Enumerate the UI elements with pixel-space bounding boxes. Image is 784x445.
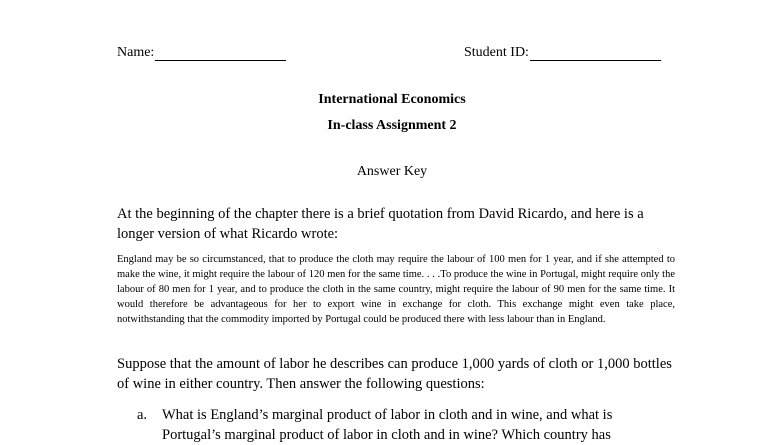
question-a (137, 405, 647, 445)
document-subtitle: In-class Assignment 2 (327, 118, 457, 133)
intro-paragraph: At the beginning of the chapter there is a brief quotation from David Ricardo, and here is a longer version of what Ricardo wrote: (117, 206, 644, 242)
student-id-label: Student ID: (464, 45, 529, 60)
student-id-blank-line (530, 47, 661, 61)
document-title: International Economics (318, 92, 466, 107)
student-id-field (464, 45, 661, 61)
question-setup-paragraph: Suppose that the amount of labor he describes can produce 1,000 yards of cloth or 1,000 bottles of wine in either country. Then answer the following questions: (117, 356, 672, 392)
answer-key-heading: Answer Key (356, 164, 428, 179)
name-blank-line (155, 47, 286, 61)
name-field (117, 45, 286, 61)
ricardo-quote: England may be so circumstanced, that to produce the cloth may require the labour of 100 men for 1 year, and if she attempted to make the wine, it might require the labour of 120 men for the same time. . . .To produce the wine in Portugal, might require only the labour of 80 men for 1 year, and to produce the cloth in the same country, might require the labour of 90 men for the same time. It would therefore be advantageous for her to export wine in exchange for cloth. This exchange might even take place, notwithstanding that the commodity imported by Portugal could be produced there with less labour than in England. (117, 254, 675, 325)
name-label: Name: (117, 45, 155, 60)
question-a-marker: a. (137, 407, 148, 423)
question-a-text: What is England’s marginal product of labor in cloth and in wine, and what is Portugal’s marginal product of labor in cloth and in wine? Which country has (162, 407, 613, 443)
